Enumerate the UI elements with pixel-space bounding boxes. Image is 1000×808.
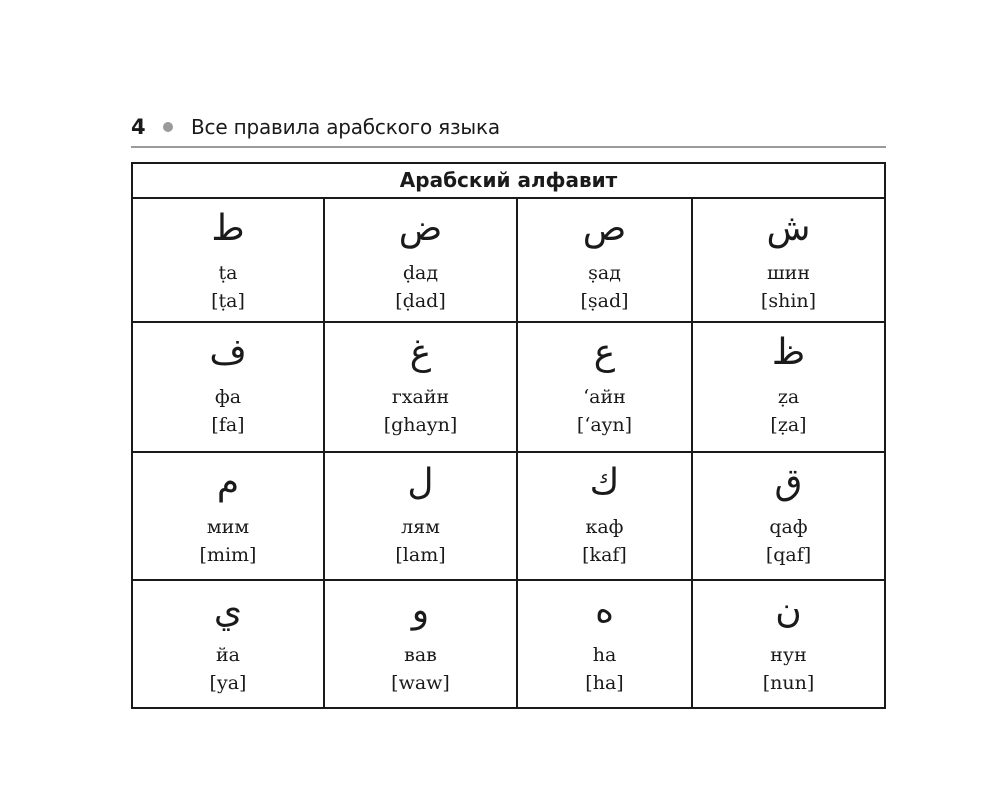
letter-transliteration: [ʻayn]: [576, 414, 633, 436]
letter-cell: [518, 199, 693, 323]
arabic-letter: ن: [775, 590, 802, 631]
arabic-letter: ق: [774, 462, 803, 503]
arabic-letter: ه: [595, 590, 614, 631]
arabic-letter: م: [216, 462, 240, 503]
arabic-letter: و: [411, 590, 430, 631]
letter-cell: [133, 323, 325, 453]
letter-cell: [693, 453, 884, 581]
page-number: 4: [131, 115, 146, 139]
arabic-letter: ف: [209, 332, 247, 373]
alphabet-table: [131, 162, 886, 709]
arabic-letter: ش: [766, 208, 811, 249]
book-title: Все правила арабского языка: [191, 115, 500, 139]
letter-name: йа: [216, 644, 240, 666]
letter-name: ṭa: [218, 262, 238, 284]
letter-cell: [693, 323, 884, 453]
letter-name: ʻайн: [583, 386, 626, 408]
letter-transliteration: [nun]: [762, 672, 815, 694]
letter-cell: [693, 199, 884, 323]
letter-name: ẓa: [777, 386, 800, 408]
letter-cell: [325, 323, 518, 453]
arabic-letter: غ: [409, 332, 432, 373]
arabic-letter: ص: [582, 208, 627, 249]
arabic-letter: ل: [407, 462, 434, 503]
letter-name: qаф: [769, 516, 808, 538]
letter-transliteration: [waw]: [391, 672, 450, 694]
letter-cell: [518, 453, 693, 581]
letter-cell: [693, 581, 884, 707]
letter-name: лям: [401, 516, 440, 538]
letter-name: каф: [585, 516, 624, 538]
letter-name: гхайн: [391, 386, 450, 408]
letter-cell: [518, 323, 693, 453]
arabic-letter: ط: [211, 208, 245, 249]
letter-name: шин: [767, 262, 810, 284]
letter-cell: [325, 453, 518, 581]
letter-transliteration: [ḍad]: [395, 290, 446, 312]
letter-transliteration: [ha]: [585, 672, 624, 694]
letter-transliteration: [ya]: [209, 672, 247, 694]
letter-grid: [133, 199, 884, 707]
letter-transliteration: [shin]: [760, 290, 817, 312]
letter-name: ḍад: [402, 262, 439, 284]
arabic-letter: ض: [398, 208, 443, 249]
letter-transliteration: [ẓa]: [770, 414, 807, 436]
letter-transliteration: [kaf]: [582, 544, 627, 566]
arabic-letter: ك: [589, 462, 620, 503]
letter-cell: [133, 453, 325, 581]
letter-transliteration: [ṭa]: [211, 290, 245, 312]
letter-transliteration: [qaf]: [765, 544, 812, 566]
letter-cell: [133, 199, 325, 323]
bullet-icon: [163, 122, 173, 132]
letter-cell: [518, 581, 693, 707]
letter-transliteration: [ṣad]: [580, 290, 629, 312]
letter-name: ha: [592, 644, 617, 666]
letter-cell: [325, 199, 518, 323]
letter-cell: [325, 581, 518, 707]
letter-transliteration: [ghayn]: [383, 414, 458, 436]
letter-name: вав: [404, 644, 437, 666]
letter-name: мим: [206, 516, 250, 538]
running-header: [131, 112, 886, 148]
letter-name: нун: [770, 644, 807, 666]
arabic-letter: ي: [213, 590, 243, 631]
letter-name: фа: [214, 386, 242, 408]
letter-transliteration: [fa]: [211, 414, 245, 436]
table-title: Арабский алфавит: [133, 164, 884, 199]
letter-transliteration: [lam]: [395, 544, 446, 566]
letter-cell: [133, 581, 325, 707]
letter-transliteration: [mim]: [199, 544, 257, 566]
letter-name: ṣад: [588, 262, 621, 284]
arabic-letter: ظ: [771, 332, 806, 373]
arabic-letter: ع: [593, 332, 616, 373]
